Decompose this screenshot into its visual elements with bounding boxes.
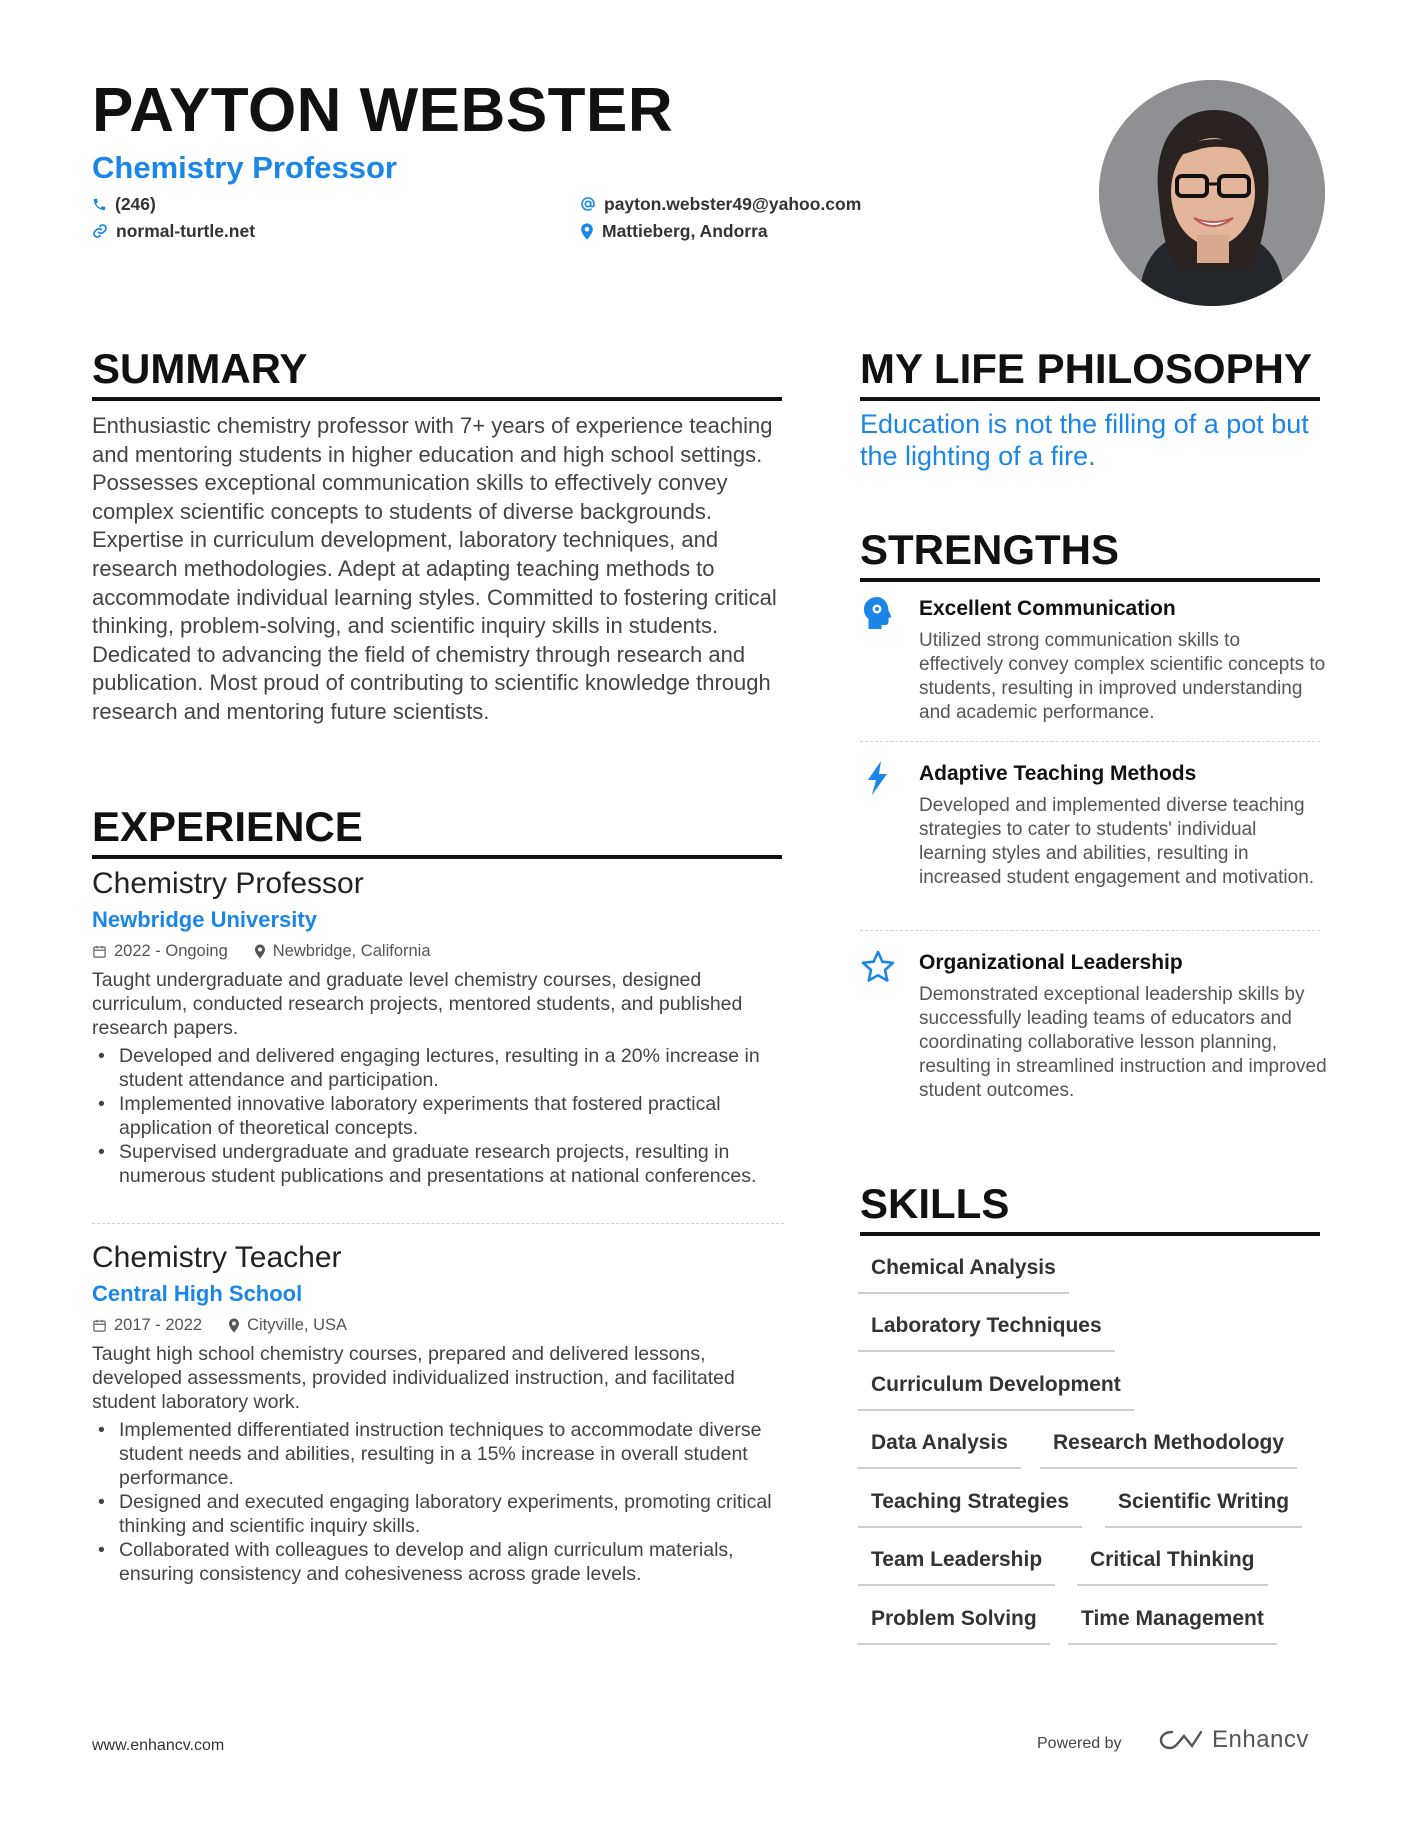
- job-title: Chemistry Professor: [92, 867, 364, 900]
- phone-text: (246): [115, 194, 156, 214]
- job-title-headline: Chemistry Professor: [92, 150, 397, 185]
- job-bullets: [92, 1418, 784, 1586]
- job-location: [254, 940, 431, 962]
- experience-item: [92, 1240, 784, 1586]
- job-bullet: • Implemented innovative laboratory experiments that fostered practical application of theoretical concepts.: [92, 1092, 784, 1140]
- job-bullet: • Implemented differentiated instruction techniques to accommodate diverse student needs and abilities, resulting in a 15% increase in overall student performance.: [92, 1418, 784, 1490]
- strengths-heading: STRENGTHS: [860, 524, 1320, 582]
- contact-website[interactable]: [92, 219, 255, 243]
- job-description: Taught high school chemistry courses, prepared and delivered lessons, developed assessments, provided individualized instruction, and facilitated student laboratory work.: [92, 1343, 735, 1413]
- job-description: Taught undergraduate and graduate level chemistry courses, designed curriculum, conducted research projects, mentored students, and published research papers.: [92, 969, 743, 1039]
- job-location-text: Cityville, USA: [247, 1316, 348, 1334]
- job-title: Chemistry Teacher: [92, 1241, 342, 1274]
- strength-description: Developed and implemented diverse teaching strategies to cater to students' individual learning styles and abilities, resulting in increased student engagement and motivation.: [919, 795, 1315, 888]
- skill-tag: Chemical Analysis: [858, 1254, 1069, 1294]
- summary-text: Enthusiastic chemistry professor with 7+ years of experience teaching and mentoring students in higher education and high school settings. Possesses exceptional communication skills to effectively convey complex scientific concepts to students of diverse backgrounds. Expertise in curriculum development, laboratory techniques, and research methodologies. Adept at adapting teaching methods to accommodate individual learning styles. Committed to fostering critical thinking, problem-solving, and scientific inquiry skills in students. Dedicated to advancing the field of chemistry through research and publication. Most proud of contributing to scientific knowledge through research and mentoring future scientists.: [92, 413, 777, 724]
- skill-tag: Curriculum Development: [858, 1371, 1134, 1411]
- contact-location: [580, 219, 768, 243]
- skill-tag: Teaching Strategies: [858, 1488, 1082, 1528]
- skill-tag: Data Analysis: [858, 1429, 1021, 1469]
- contact-email[interactable]: [580, 192, 861, 216]
- job-dates-text: 2022 - Ongoing: [114, 942, 228, 960]
- job-meta: [92, 940, 784, 962]
- divider: [92, 1223, 784, 1224]
- calendar-icon: [92, 1318, 107, 1333]
- job-bullet: • Designed and executed engaging laboratory experiments, promoting critical thinking and scientific inquiry skills.: [92, 1490, 784, 1538]
- strength-description: Demonstrated exceptional leadership skills by successfully leading teams of educators and coordinating collaborative lesson planning, resulting in streamlined instruction and improved student outcomes.: [919, 984, 1327, 1101]
- enhancv-logo[interactable]: [1158, 1726, 1309, 1754]
- skill-tag: Critical Thinking: [1077, 1546, 1268, 1586]
- location-pin-icon: [254, 944, 266, 959]
- skill-tag: Time Management: [1068, 1605, 1277, 1645]
- job-company: Central High School: [92, 1281, 303, 1306]
- philosophy-quote: Education is not the filling of a pot but the lighting of a fire.: [860, 409, 1309, 471]
- job-bullet: • Developed and delivered engaging lectures, resulting in a 20% increase in student attendance and participation.: [92, 1044, 784, 1092]
- location-pin-icon: [228, 1318, 240, 1333]
- head-icon: [860, 595, 896, 631]
- star-icon: [860, 949, 896, 985]
- job-meta: [92, 1314, 784, 1336]
- skill-tag: Scientific Writing: [1105, 1488, 1302, 1528]
- job-bullets: [92, 1044, 784, 1188]
- job-dates: [92, 940, 228, 962]
- job-location: [228, 1314, 347, 1336]
- lightning-icon: [860, 760, 896, 796]
- summary-heading: SUMMARY: [92, 343, 782, 401]
- job-dates: [92, 1314, 202, 1336]
- skill-tag: Laboratory Techniques: [858, 1312, 1115, 1352]
- job-dates-text: 2017 - 2022: [114, 1316, 203, 1334]
- strength-title: Adaptive Teaching Methods: [919, 762, 1197, 785]
- location-pin-icon: [580, 223, 594, 240]
- email-text[interactable]: payton.webster49@yahoo.com: [604, 194, 862, 214]
- phone-icon: [92, 197, 107, 212]
- calendar-icon: [92, 944, 107, 959]
- enhancv-logo-icon: [1158, 1726, 1204, 1754]
- footer-website[interactable]: www.enhancv.com: [92, 1737, 225, 1754]
- contact-phone: [92, 192, 156, 216]
- job-bullet: • Collaborated with colleagues to develop and align curriculum materials, ensuring consistency and cohesiveness across grade levels.: [92, 1538, 784, 1586]
- skill-tag: Problem Solving: [858, 1605, 1050, 1645]
- website-text[interactable]: normal-turtle.net: [116, 221, 256, 241]
- divider: [860, 741, 1320, 742]
- experience-item: [92, 866, 784, 1188]
- strength-title: Excellent Communication: [919, 597, 1176, 620]
- philosophy-heading: MY LIFE PHILOSOPHY: [860, 343, 1320, 401]
- experience-heading: EXPERIENCE: [92, 801, 782, 859]
- link-icon: [92, 223, 108, 239]
- footer-powered-by: Powered by: [1037, 1735, 1122, 1752]
- location-text: Mattieberg, Andorra: [602, 221, 768, 241]
- job-location-text: Newbridge, California: [272, 942, 431, 960]
- profile-portrait-image: [1099, 80, 1325, 306]
- profile-photo: [1099, 80, 1325, 306]
- skill-tag: Research Methodology: [1040, 1429, 1297, 1469]
- job-bullet: • Supervised undergraduate and graduate research projects, resulting in numerous student publications and presentations at national conferences.: [92, 1140, 784, 1188]
- strength-title: Organizational Leadership: [919, 951, 1183, 974]
- job-company: Newbridge University: [92, 907, 317, 932]
- skills-heading: SKILLS: [860, 1178, 1320, 1236]
- skill-tag: Team Leadership: [858, 1546, 1055, 1586]
- at-icon: [580, 196, 596, 212]
- divider: [860, 930, 1320, 931]
- candidate-name: PAYTON WEBSTER: [92, 76, 674, 145]
- strength-description: Utilized strong communication skills to effectively convey complex scientific concepts to students, resulting in improved understanding and academic performance.: [919, 630, 1326, 723]
- enhancv-brand-text: Enhancv: [1212, 1726, 1309, 1753]
